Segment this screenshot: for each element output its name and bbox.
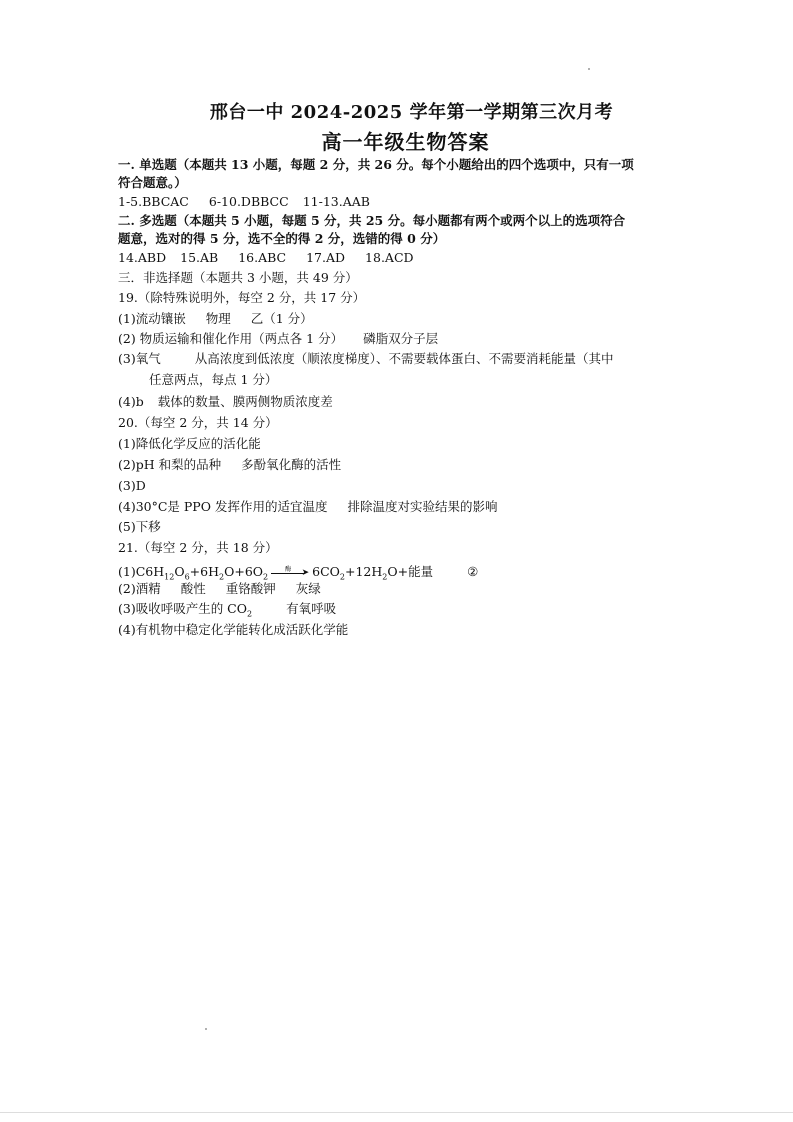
answer-text: 酸性 <box>180 581 206 596</box>
answer-item: 18.ACD <box>365 250 414 265</box>
answer-prefix: (1)C <box>118 564 146 579</box>
q20-part4 <box>118 498 497 516</box>
q19-part2 <box>118 330 438 348</box>
q19-part4 <box>118 393 333 411</box>
answer-group: 11-13.AAB <box>302 194 370 209</box>
scan-speck <box>588 68 590 70</box>
equation-left: $6H_{12}O_6+6H_2O+6O_2$ <box>145 564 269 582</box>
section3-heading: 三．非选择题（本题共 3 小题，共 49 分） <box>118 270 358 285</box>
answer-text: 重铬酸钾 <box>225 581 276 596</box>
answer-text: 排除温度对实验结果的影响 <box>347 499 498 514</box>
enzyme-label: 酶 <box>285 565 292 573</box>
answer-text: (2)酒精 <box>118 581 161 596</box>
answer-text: 物理 <box>205 311 231 326</box>
q21-part3 <box>118 600 336 624</box>
subscript: 2 <box>247 609 253 619</box>
answer-text: (2) 物质运输和催化作用（两点各 1 分） <box>118 331 344 346</box>
q21-header: 21.（每空 2 分，共 18 分） <box>118 540 278 555</box>
answer-text: (4)b <box>118 394 144 409</box>
answer-item: 16.ABC <box>238 250 287 265</box>
q20-part2 <box>118 456 341 474</box>
answer-text: 载体的数量、膜两侧物质浓度差 <box>157 394 333 409</box>
page-subtitle: 高一年级生物答案 <box>321 130 490 154</box>
answer-text: (3)氧气 <box>118 351 161 366</box>
section2-heading: 二. 多选题（本题共 5 小题，每题 5 分，共 25 分。每小题都有两个或两个以上的选项符合 <box>118 213 626 228</box>
scan-speck <box>205 1028 207 1030</box>
answer-text: 有氧呼吸 <box>286 601 337 616</box>
answer-item: 14.ABD <box>118 250 167 265</box>
answer-text: 多酚氧化酶的活性 <box>241 457 342 472</box>
q20-header: 20.（每空 2 分，共 14 分） <box>118 415 278 430</box>
q20-part5: (5)下移 <box>118 519 161 534</box>
answer-text: 磷脂双分子层 <box>363 331 439 346</box>
answer-text: (2)pH 和梨的品种 <box>118 457 222 472</box>
q19-part3 <box>118 350 613 368</box>
answer-text: 乙（1 分） <box>250 311 313 326</box>
answer-text: (4)30°C是 PPO 发挥作用的适宜温度 <box>118 499 328 514</box>
section2-heading-cont: 题意，选对的得 5 分，选不全的得 2 分，选错的得 0 分） <box>118 231 446 246</box>
answer-text: (3)吸收呼吸产生的 CO <box>118 601 247 616</box>
page-title: 邢台一中 2024-2025 学年第一学期第三次月考 <box>209 102 614 123</box>
page-bottom-rule <box>0 1112 793 1113</box>
q20-part3: (3)D <box>118 478 146 493</box>
answer-group: 6-10.DBBCC <box>208 194 289 209</box>
answer-group: 1-5.BBCAC <box>118 194 189 209</box>
equation-right: $6CO_2+12H_2O+$能量 <box>312 564 434 582</box>
section1-heading-cont: 符合题意。） <box>118 175 187 190</box>
answer-item: 15.AB <box>180 250 219 265</box>
answer-text: ② <box>467 564 479 579</box>
section2-answers <box>118 249 414 267</box>
q20-part1: (1)降低化学反应的活化能 <box>118 436 261 451</box>
answer-text: (1)流动镶嵌 <box>118 311 186 326</box>
reaction-arrow: 酶 ➤ <box>271 568 309 578</box>
q21-part4: (4)有机物中稳定化学能转化成活跃化学能 <box>118 622 349 637</box>
answer-text: 灰绿 <box>295 581 321 596</box>
section1-answers <box>118 193 370 211</box>
q19-part3-cont: 任意两点，每点 1 分） <box>149 372 278 387</box>
answer-text: 从高浓度到低浓度（顺浓度梯度）、不需要载体蛋白、不需要消耗能量（其中 <box>194 351 614 366</box>
q21-part2 <box>118 580 321 598</box>
q19-header: 19.（除特殊说明外，每空 2 分，共 17 分） <box>118 290 366 305</box>
section1-heading: 一. 单选题（本题共 13 小题，每题 2 分，共 26 分。每个小题给出的四个选项中，只有一项 <box>118 157 634 172</box>
answer-item: 17.AD <box>306 250 346 265</box>
q19-part1 <box>118 310 313 328</box>
